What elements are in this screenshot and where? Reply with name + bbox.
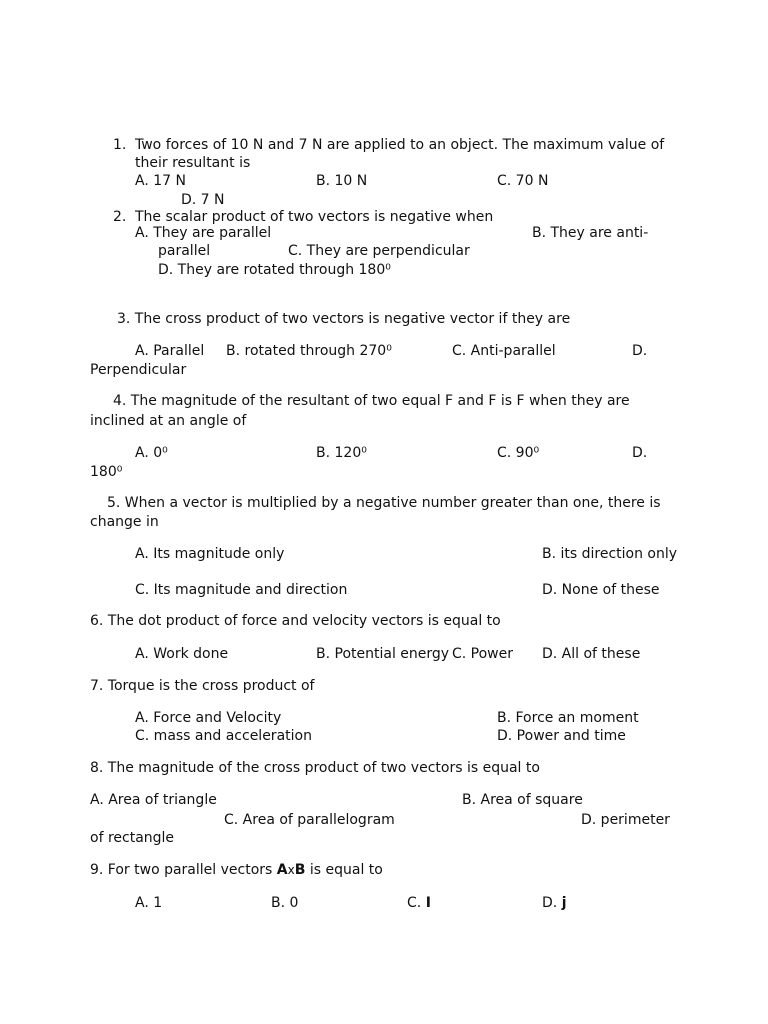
question-4-option-c: C. 90⁰ (497, 445, 540, 461)
question-1-number: 1. (113, 137, 127, 153)
question-4-option-d: D. (632, 445, 648, 461)
question-6-option-d: D. All of these (542, 646, 641, 662)
question-5-text-line1: 5. When a vector is multiplied by a negative number greater than one, there is (107, 495, 661, 511)
question-9-option-c-value: I (425, 895, 431, 911)
question-9-option-a: A. 1 (135, 895, 163, 911)
question-4-option-a: A. 0⁰ (135, 445, 168, 461)
question-6-option-a: A. Work done (135, 646, 229, 662)
question-5-option-a: A. Its magnitude only (135, 546, 285, 562)
question-1-option-d: D. 7 N (181, 192, 225, 208)
question-7-option-b: B. Force an moment (497, 710, 639, 726)
question-3-option-b: B. rotated through 270⁰ (226, 343, 392, 359)
question-9-option-d-value: j (561, 895, 567, 911)
question-9-vector-a: A (276, 862, 288, 878)
question-5-option-c: C. Its magnitude and direction (135, 582, 348, 598)
question-7-option-d: D. Power and time (497, 728, 626, 744)
question-5-option-b: B. its direction only (542, 546, 678, 562)
question-9-vector-b: B (294, 862, 306, 878)
question-3-option-a: A. Parallel (135, 343, 205, 359)
question-5-option-d: D. None of these (542, 582, 660, 598)
question-2-option-b-continued: parallel (158, 243, 211, 259)
question-6-option-c: C. Power (452, 646, 514, 662)
question-2-number: 2. (113, 209, 127, 225)
question-2-option-a: A. They are parallel (135, 225, 272, 241)
question-8-option-d-continued: of rectangle (90, 830, 175, 846)
question-7-option-c: C. mass and acceleration (135, 728, 312, 744)
question-9-option-d-prefix: D. (542, 895, 562, 911)
question-5-text-line2: change in (90, 514, 159, 530)
question-9-text (90, 861, 383, 879)
question-9-cross-symbol: x (287, 863, 295, 877)
question-1-option-a: A. 17 N (135, 173, 186, 189)
question-2-option-d: D. They are rotated through 180⁰ (158, 262, 391, 278)
question-2-option-c: C. They are perpendicular (288, 243, 470, 259)
question-1-option-b: B. 10 N (316, 173, 368, 189)
question-8-option-c: C. Area of parallelogram (224, 812, 395, 828)
question-4-option-b: B. 120⁰ (316, 445, 367, 461)
question-9-option-c-prefix: C. (407, 895, 426, 911)
question-9-option-c (407, 894, 431, 912)
question-7-text: 7. Torque is the cross product of (90, 678, 315, 694)
question-2-option-b: B. They are anti- (532, 225, 649, 241)
question-9-option-b: B. 0 (271, 895, 299, 911)
question-1-text-line1: Two forces of 10 N and 7 N are applied to an object. The maximum value of (135, 137, 665, 153)
question-8-option-a: A. Area of triangle (90, 792, 217, 808)
question-8-option-b: B. Area of square (462, 792, 583, 808)
question-2-text: The scalar product of two vectors is negative when (135, 209, 494, 225)
question-4-option-d-continued: 180⁰ (90, 464, 123, 480)
question-6-text: 6. The dot product of force and velocity vectors is equal to (90, 613, 501, 629)
question-3-option-c: C. Anti-parallel (452, 343, 556, 359)
question-7-option-a: A. Force and Velocity (135, 710, 282, 726)
question-3-option-d-continued: Perpendicular (90, 362, 187, 378)
question-4-text-line1: 4. The magnitude of the resultant of two equal F and F is F when they are (113, 393, 630, 409)
question-8-text: 8. The magnitude of the cross product of two vectors is equal to (90, 760, 540, 776)
question-4-text-line2: inclined at an angle of (90, 413, 247, 429)
question-1-option-c: C. 70 N (497, 173, 549, 189)
question-1-text-line2: their resultant is (135, 155, 251, 171)
question-6-option-b: B. Potential energy (316, 646, 450, 662)
question-8-option-d: D. perimeter (581, 812, 670, 828)
question-3-option-d: D. (632, 343, 648, 359)
question-9-text-suffix: is equal to (305, 862, 383, 878)
question-9-option-d (542, 894, 567, 912)
question-3-text: 3. The cross product of two vectors is negative vector if they are (117, 311, 571, 327)
question-9-text-prefix: 9. For two parallel vectors (90, 862, 277, 878)
